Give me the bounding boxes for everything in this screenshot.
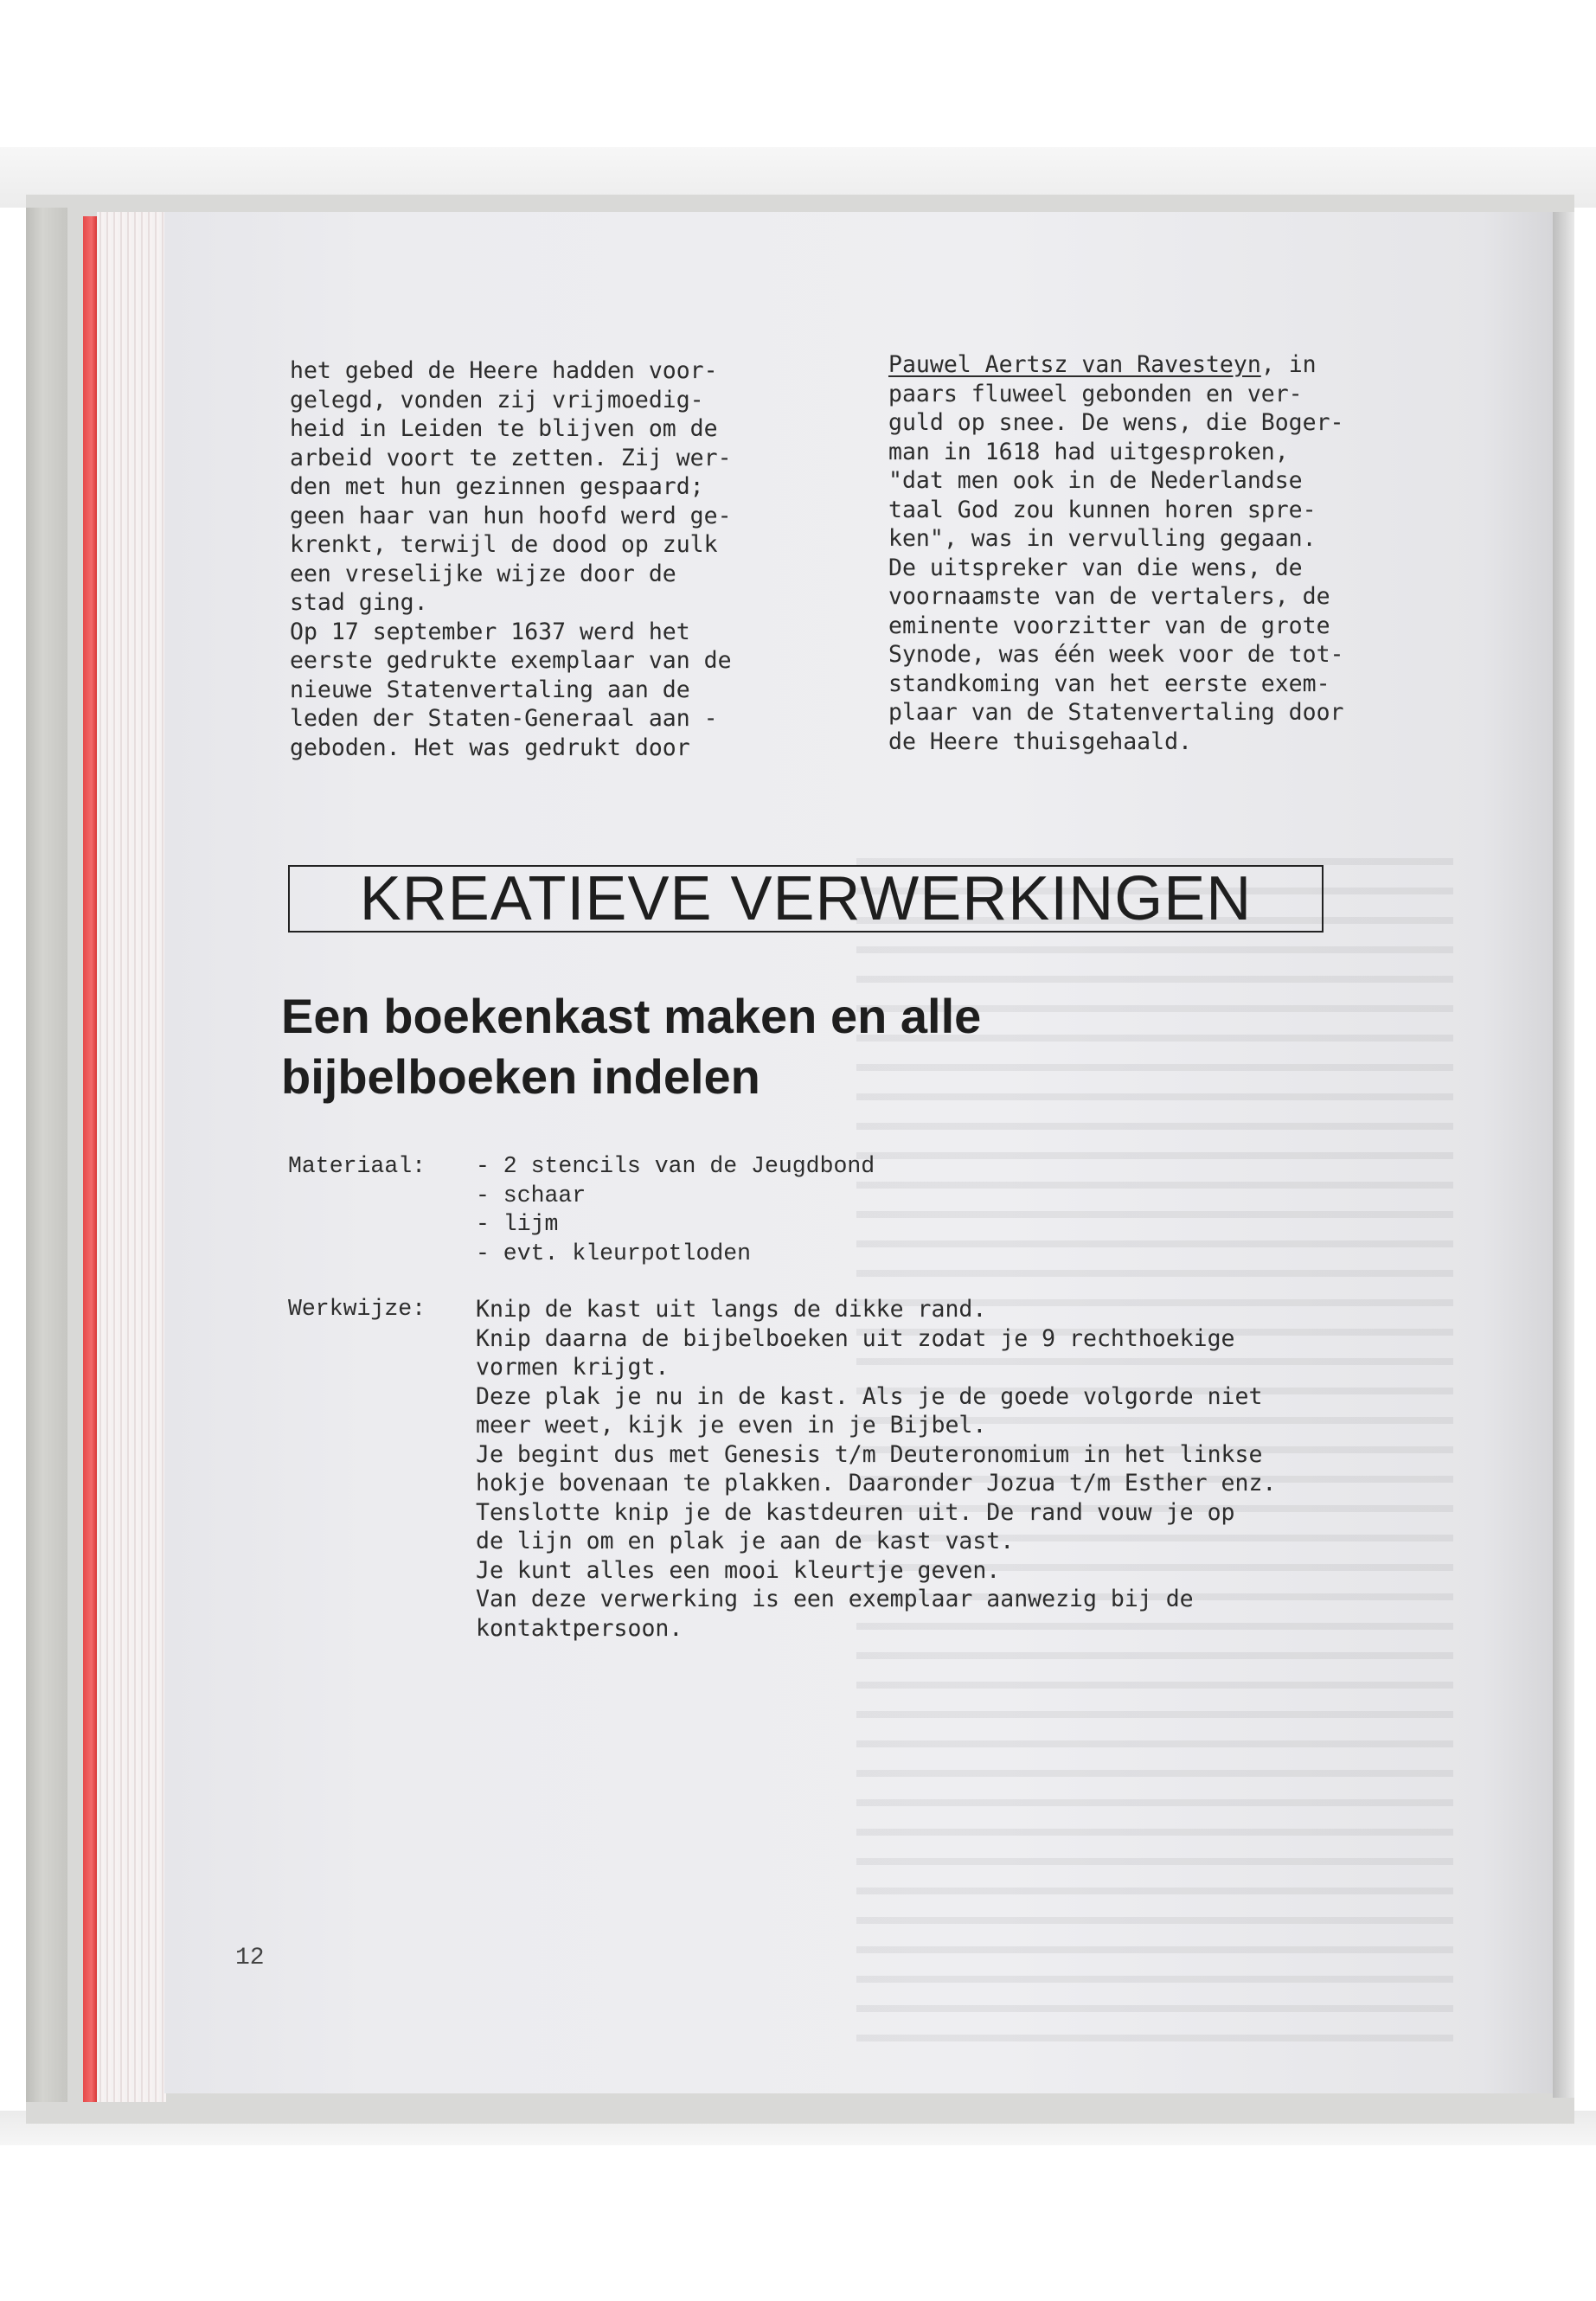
activity-title: Een boekenkast maken en alle bijbelboeken indelen: [281, 989, 982, 1104]
left-column-text: het gebed de Heere hadden voor- gelegd, vonden zij vrijmoedig- heid in Leiden te blijven om de arbeid voort te zetten. Zij wer- den met hun gezinnen gespaard; geen haar van hun hoofd werd ge- krenkt, terwijl de dood op zulk een vreselijke wijze door de stad ging. Op 17 september 1637 werd het eerste gedrukte exemplaar van de nieuwe Statenvertaling aan de leden der Staten-Generaal aan - geboden. Het was gedrukt door: [290, 357, 732, 761]
right-column-text: Pauwel Aertsz van Ravesteyn, in paars fluweel gebonden en ver- guld op snee. De wens, die Boger- man in 1618 had uitgesproken, "dat men ook in de Nederlandse taal God zou kunnen horen spre- ken", was in vervulling gegaan. De uitspreker van die wens, de voornaamste van de vertalers, de eminente voorzitter van de grote Synode, was één week voor de tot- standkoming van het eerste exem- plaar van de Statenvertaling door de Heere thuisgehaald.: [888, 351, 1344, 755]
werkwijze-label: Werkwijze:: [288, 1296, 426, 1322]
materiaal-list: [476, 1152, 875, 1268]
printer-name: Pauwel Aertsz van Ravesteyn: [888, 351, 1261, 378]
section-heading-box: [288, 865, 1324, 933]
werkwijze-steps: Knip de kast uit langs de dikke rand. Knip daarna de bijbelboeken uit zodat je 9 rechthoekige vormen krijgt. Deze plak je nu in de kast. Als je de goede volgorde niet meer weet, kijk je even in je Bijbel. Je begint dus met Genesis t/m Deuteronomium in het linkse hokje bovenaan te plakken. Daaronder Jozua t/m Esther enz. Tenslotte knip je de kastdeuren uit. De rand vouw je op de lijn om en plak je aan de kast vast. Je kunt alles een mooi kleurtje geven. Van deze verwerking is een exemplaar aanwezig bij de kontaktpersoon.: [476, 1296, 1277, 1642]
page-right-edge: [1553, 212, 1574, 2098]
list-item: - 2 stencils van de Jeugdbond: [476, 1153, 875, 1179]
list-item: - schaar: [476, 1182, 586, 1208]
red-bookmark-ribbon: [83, 216, 97, 2102]
page-number: 12: [235, 1945, 265, 1971]
list-item: - evt. kleurpotloden: [476, 1240, 752, 1266]
list-item: - lijm: [476, 1211, 559, 1237]
book-cover-edge: [26, 208, 67, 2102]
page-stack-edges: [97, 212, 166, 2102]
section-heading: KREATIEVE VERWERKINGEN: [359, 864, 1253, 933]
materiaal-label: Materiaal:: [288, 1153, 426, 1179]
